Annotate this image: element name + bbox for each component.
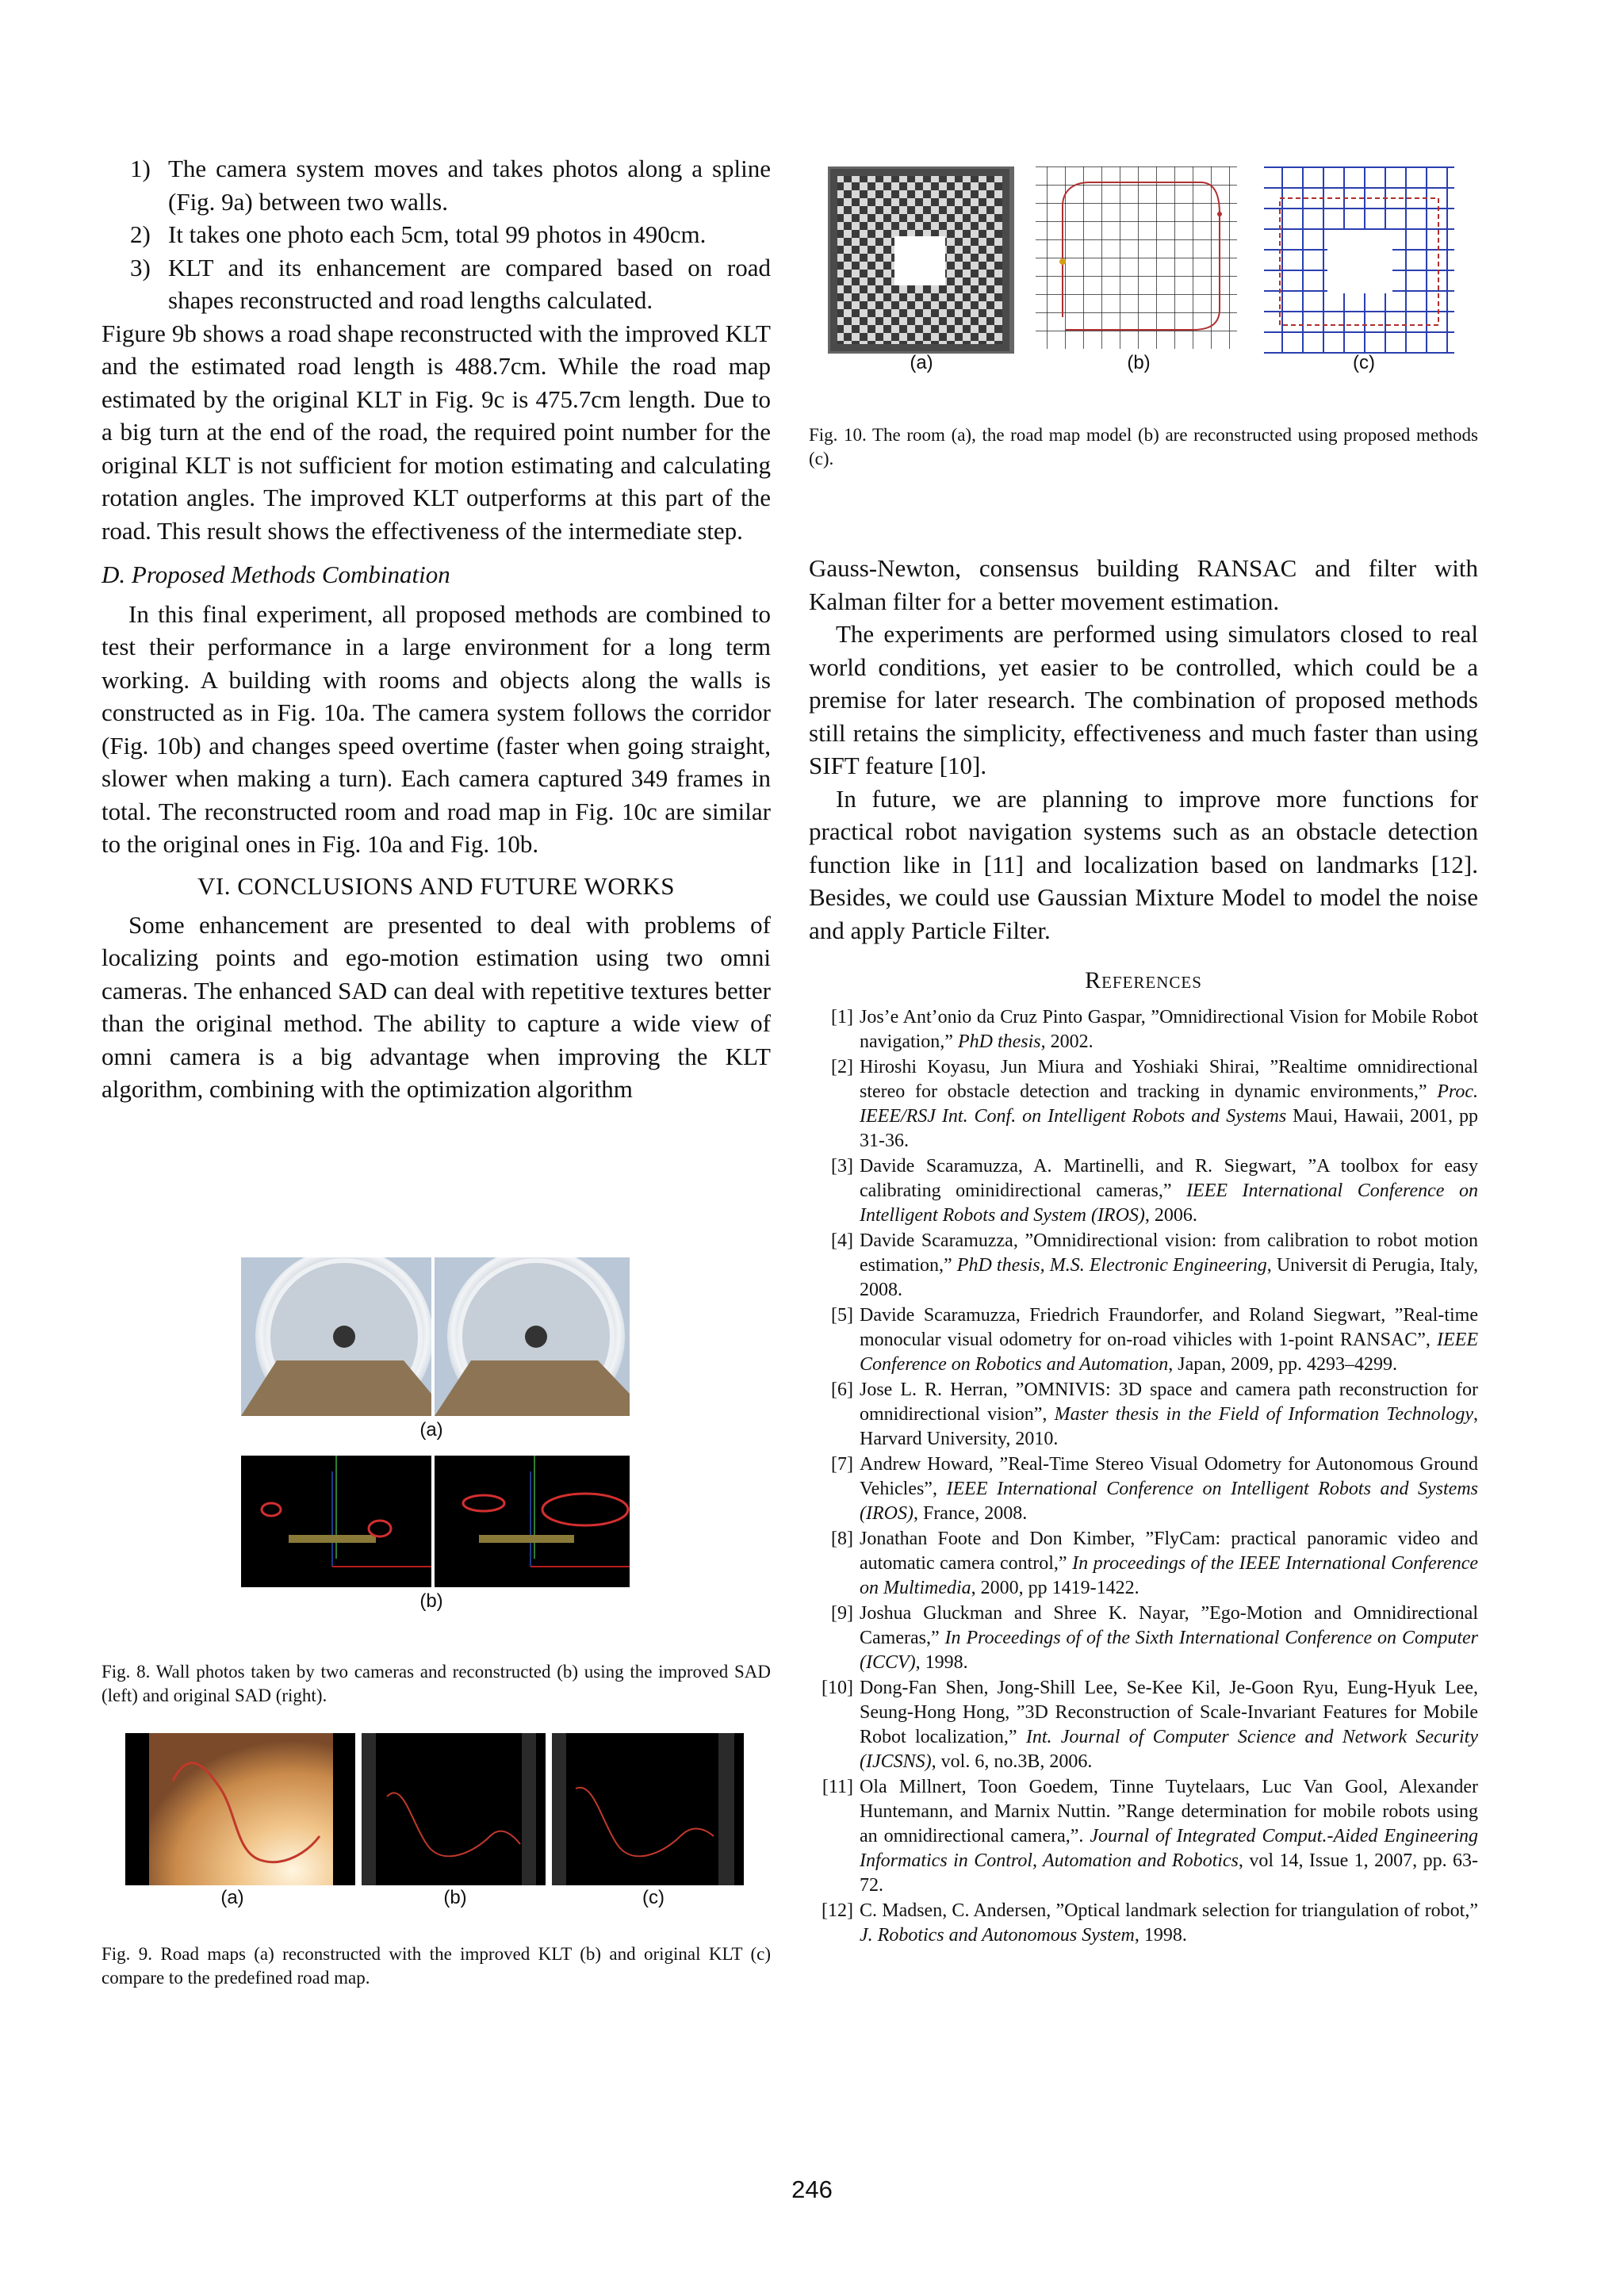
reference-item: [6] Jose L. R. Herran, ”OMNIVIS: 3D space and camera path reconstruction for omnidirectional vision”, Master thesis in the Field of Information Technology, Harvard University, 2010.	[831, 1380, 1478, 1449]
fig9-label-a: (a)	[220, 1887, 244, 1908]
step-text: It takes one photo each 5cm, total 99 photos in 490cm.	[168, 220, 707, 248]
figure-9-image	[125, 1733, 744, 1885]
fig10-label-a: (a)	[910, 352, 933, 373]
references-list	[809, 1005, 1478, 1948]
figure-10-caption: Fig. 10. The room (a), the road map model (b) are reconstructed using proposed methods (c).	[809, 425, 1478, 469]
step-text: The camera system moves and takes photos along a spline (Fig. 9a) between two walls.	[168, 155, 771, 216]
reference-item: [8] Jonathan Foote and Don Kimber, ”FlyCam: practical panoramic video and automatic camera control,” In proceedings of the IEEE International Conference on Multimedia, 2000, pp 1419-1422.	[831, 1529, 1479, 1598]
paragraph-conclusion-3: In future, we are planning to improve more functions for practical robot navigation systems such as an obstacle detection function like in [11] and localization based on landmarks [12]. Besides, we could use Gaussian Mixture Model to model the noise and apply Particle Filter.	[809, 784, 1478, 944]
paragraph-conclusion-1: Some enhancement are presented to deal with problems of localizing points and ego-motion estimation using two omni cameras. The enhanced SAD can deal with repetitive textures better than the original method. The ability to capture a wide view of omni camera is a big advantage when improving the KLT algorithm, combining with the optimization algorithm	[102, 910, 771, 1103]
fig9-label-b: (b)	[443, 1887, 467, 1908]
camera-left-photo	[241, 1257, 433, 1416]
step-text: KLT and its enhancement are compared based on road shapes reconstructed and road lengths calculated.	[168, 253, 771, 314]
paragraph-conclusion-1-continued: Gauss-Newton, consensus building RANSAC and filter with Kalman filter for a better movement estimation.	[809, 554, 1478, 615]
references-heading: References	[1085, 967, 1202, 993]
step-number: 2)	[130, 220, 151, 248]
fig8-label-a: (a)	[419, 1419, 443, 1441]
step-number: 1)	[130, 155, 151, 182]
fig9b-improved-klt	[362, 1733, 546, 1885]
figure-8-caption: Fig. 8. Wall photos taken by two cameras and reconstructed (b) using the improved SAD (left) and original SAD (right).	[102, 1662, 771, 1705]
fig10c-reconstructed-map	[1264, 166, 1454, 354]
fig10a-room-model	[828, 166, 1012, 354]
reference-item: [4] Davide Scaramuzza, ”Omnidirectional vision: from calibration to robot motion estimation,” PhD thesis, M.S. Electronic Engineering, Universit di Perugia, Italy, 2008.	[831, 1230, 1478, 1300]
step-item	[102, 218, 771, 251]
reference-item: [3] Davide Scaramuzza, A. Martinelli, and R. Siegwart, ”A toolbox for easy calibrating ominidirectional cameras,” IEEE International Conference on Intelligent Robots and System (IROS), 2006.	[831, 1156, 1478, 1226]
page-number: 246	[791, 2175, 833, 2203]
figure-9-road-maps	[125, 1733, 744, 1885]
figure-8b-image	[241, 1456, 630, 1587]
figure-8a-wall-photos	[241, 1257, 630, 1416]
reference-item: [10] Dong-Fan Shen, Jong-Shill Lee, Se-Kee Kil, Je-Goon Ryu, Eung-Hyuk Lee, Seung-Hong Hong, ”3D Reconstruction of Scale-Invariant Features for Mobile Robot localization,” Int. Journal of Computer Science and Network Security (IJCSNS), vol. 6, no.3B, 2006.	[822, 1678, 1479, 1772]
step-item	[102, 251, 771, 317]
left-column	[102, 152, 771, 1106]
fig10-label-c: (c)	[1353, 352, 1375, 373]
camera-right-photo	[435, 1257, 630, 1416]
fig10b-road-map-model	[1036, 166, 1237, 349]
figure-8a-image	[241, 1257, 630, 1416]
step-number: 3)	[130, 253, 151, 281]
reference-item: [9] Joshua Gluckman and Shree K. Nayar, ”Ego-Motion and Omnidirectional Cameras,” In Proceedings of of the Sixth International Conference on Computer (ICCV), 1998.	[831, 1603, 1478, 1673]
reference-item: [5] Davide Scaramuzza, Friedrich Fraundorfer, and Roland Siegwart, ”Real-time monocular visual odometry for on-road vihicles with 1-point RANSAC”, IEEE Conference on Robotics and Automation, Japan, 2009, pp. 4293–4299.	[831, 1305, 1478, 1375]
paragraph-conclusion-2: The experiments are performed using simulators closed to real world conditions, yet easier to be controlled, which could be a premise for later research. The combination of proposed methods still retains the simplicity, effectiveness and much faster than using SIFT feature [10].	[809, 620, 1478, 779]
paragraph-fig9b: Figure 9b shows a road shape reconstructed with the improved KLT and the estimated road length is 488.7cm. While the road map estimated by the original KLT in Fig. 9c is 475.7cm length. Due to a big turn at the end of the road, the required point number for the original KLT is not sufficient for motion estimating and calculating rotation angles. The improved KLT outperforms at this part of the road. This result shows the effectiveness of the intermediate step.	[102, 319, 771, 545]
right-column	[809, 552, 1478, 1949]
reference-item: [7] Andrew Howard, ”Real-Time Stereo Visual Odometry for Autonomous Ground Vehicles”, IEEE International Conference on Intelligent Robots and Systems (IROS), France, 2008.	[831, 1454, 1478, 1524]
fig9-label-c: (c)	[642, 1887, 665, 1908]
fig9c-original-klt	[552, 1733, 744, 1885]
fig10-label-b: (b)	[1127, 352, 1151, 373]
step-item	[102, 152, 771, 218]
figure-10-room-and-road	[828, 166, 1454, 354]
reference-item: [1] Jos’e Ant’onio da Cruz Pinto Gaspar, ”Omnidirectional Vision for Mobile Robot navigation,” PhD thesis, 2002.	[831, 1007, 1478, 1052]
figure-10-image	[828, 166, 1454, 354]
reference-item: [2] Hiroshi Koyasu, Jun Miura and Yoshiaki Shirai, ”Realtime omnidirectional stereo for obstacle detection and tracking in dynamic environments,” Proc. IEEE/RSJ Int. Conf. on Intelligent Robots and Systems Maui, Hawaii, 2001, pp 31-36.	[831, 1057, 1479, 1151]
reference-item: [11] Ola Millnert, Toon Goedem, Tinne Tuytelaars, Luc Van Gool, Alexander Huntemann, and Marnix Nuttin. ”Range determination for mobile robots using an omnidirectional camera,”. Journal of Integrated Comput.-Aided Engineering Informatics in Control, Automation and Robotics, vol 14, Issue 1, 2007, pp. 63-72.	[822, 1777, 1479, 1896]
fig9a-predefined-road	[125, 1733, 355, 1885]
subsection-heading-d: D. Proposed Methods Combination	[102, 561, 450, 588]
experiment-steps-list	[102, 152, 771, 317]
section-heading-conclusions: VI. CONCLUSIONS AND FUTURE WORKS	[197, 871, 675, 900]
reference-item: [12] C. Madsen, C. Andersen, ”Optical landmark selection for triangulation of robot,” J. Robotics and Autonomous System, 1998.	[822, 1900, 1478, 1946]
fig8-label-b: (b)	[419, 1590, 443, 1612]
paragraph-methods-combination: In this final experiment, all proposed methods are combined to test their performance in a large environment for a long term working. A building with rooms and objects along the walls is constructed as in Fig. 10a. The camera system follows the corridor (Fig. 10b) and changes speed overtime (faster when going straight, slower when making a turn). Each camera captured 349 frames in total. The reconstructed room and road map in Fig. 10c are similar to the original ones in Fig. 10a and Fig. 10b.	[102, 599, 771, 858]
figure-9-caption: Fig. 9. Road maps (a) reconstructed with the improved KLT (b) and original KLT (c) compare to the predefined road map.	[102, 1944, 771, 1988]
figure-8b-reconstruction	[241, 1456, 630, 1587]
